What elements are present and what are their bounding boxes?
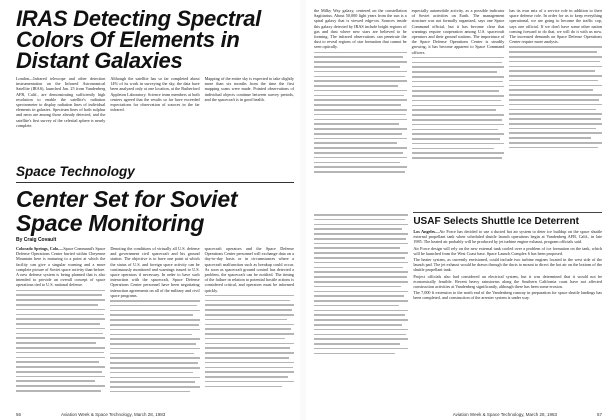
box-para-4: Project officials also had considered an electrical system, but it was determined that it would not be economically feasible. Recent heavy rainstorms along the Southern California coast have not affected construction activities at Vandenberg significantly, although there has been some erosion. <box>413 273 602 290</box>
column-text-lines <box>16 290 105 392</box>
continued-col-1-text: the Milky Way galaxy, centered on the constellation Sagittarius. About 50,000 light years from the sun is a spiral galaxy that is viewed edge-on. Sources inside this galaxy detected by IRAS include bright regions of gas and dust where new stars are believed to be forming. The infrared observations can penetrate the dust to reveal regions of star formation that cannot be seen optically. <box>314 8 407 50</box>
box-para-2: Air Force design will rely on the new external tank cooled over a problem of ice formation on the tank, which will be launched from the West Coast base. Space Launch Complex 6 has been proposed. <box>413 245 602 256</box>
box-title: USAF Selects Shuttle Ice Deterrent <box>413 216 579 227</box>
top-article-col-2: Although the satellite has so far completed about 14% of its work in surveying the sky, the data have been analyzed only at one location, at the Rutherford Appleton Laboratory. Science team members at both centers agreed that the results so far have exceeded expectations for observation of sources in the far infrared. <box>110 76 200 113</box>
sidebar-box <box>413 212 602 402</box>
top-article-col-3: Mapping of the entire sky is expected to take slightly more than six months from the time the first mapping scans were made. Pointed observations of individual objects continue between survey periods, and the spacecraft is in good health. <box>204 76 294 102</box>
right-page <box>306 0 614 420</box>
main-article-col-2-text: Denoting the conditions of virtually all U.S. defense and government civil spacecraft and his ground station. The objective is to have one point at which the status of U.S. and foreign space activity can be continuously monitored and warnings issued to U.S. space operators if necessary. In order to have such interaction with the spacecraft, Space Defense Operations Center personnel have been negotiating interaction agreements on all of the military and civil space programs. <box>110 246 200 298</box>
column-text-lines <box>110 300 199 392</box>
section-kicker: Space Technology <box>16 164 135 179</box>
section-rule <box>16 182 294 183</box>
box-body <box>413 229 602 301</box>
main-article-lead-in: Colorado Springs, Colo.— <box>16 246 64 251</box>
column-text-lines <box>205 295 294 387</box>
right-footer-text: Aviation Week & Space Technology, March 28, 1983 <box>452 412 557 417</box>
right-page-number: 57 <box>596 412 602 417</box>
box-lead-in: Los Angeles— <box>413 229 440 234</box>
left-page <box>0 0 300 420</box>
right-footer <box>453 412 602 417</box>
left-footer <box>16 412 165 417</box>
main-article-col-3 <box>205 246 294 420</box>
top-article-col-1: London—Infrared telescope and other detection instrumentation on the Infrared Astronomical Satellite (IRAS), launched Jan. 25 from Vandenberg AFB, Calif., are demonstrating sufficiently high resolution to enable the satellite's radiation spectrometer to display radiation lines of individual elements in galaxies. Spectrum lines of both sulphur and neon are among those already detected, and the satellite's first survey of the celestial sphere is nearly complete. <box>16 76 106 128</box>
lower-section <box>314 212 602 402</box>
column-text-lines <box>314 52 407 173</box>
column-text-lines <box>314 214 408 354</box>
continued-col-3 <box>509 8 602 208</box>
column-text-lines <box>509 46 602 148</box>
continued-col-3-text: has its own mix of a service role in addition to their space defense role. In order for us to keep everything operational, we are going to become the traffic cop, says one official. If we don't have some other nation coming forward to do that, we will do it with us now. The increased demands on Space Defense Operations Center require more analysts. <box>509 8 602 45</box>
box-top-rule <box>413 212 602 213</box>
box-para-5: The 7,000 ft extension to the north end of the Vandenberg runway in preparation for space shuttle landings has been completed, and construction of the arrester system is under way. <box>413 290 602 301</box>
column-text-lines <box>412 57 505 159</box>
top-article-headline: IRAS Detecting Spectral Colors Of Elements in Distant Galaxies <box>16 6 261 73</box>
continued-col-2 <box>412 8 505 208</box>
top-article-body <box>16 76 294 158</box>
box-para-1: Air Force has decided to use a ducted hot air system to deter ice buildup on the space shuttle external propellant tank when scheduled shuttle launch operations begin at Vandenberg AFB, Calif., in late 1985. The heated air probably will be produced by jet turbine engine exhaust, program officials said. <box>413 229 602 245</box>
lower-col-1 <box>314 212 408 402</box>
main-article-col-3-text: spacecraft operators and the Space Defense Operations Center personnel will exchange data on a day-to-day basis or in circumstances where a spacecraft malfunction such as breakup could occur. As soon as spacecraft ground control has detected a problem, the spacecraft can be notified. The timing of the failure in relation to potential hostile actions is considered critical, and operators must be informed quickly. <box>204 246 294 293</box>
main-article-col-2 <box>110 246 199 420</box>
left-page-number: 56 <box>16 412 22 417</box>
main-article-body <box>16 246 294 420</box>
main-article-col-1-text: Space Command's Space Defense Operations Center buried within Cheyenne Mountain here is maturing to a point at which the facility can give a singular warning and a more complete picture of Soviet space activity than before. A new defense system is being planned that is also intended to provide an overall concept of space operations tied to U.S. national defense. <box>16 246 106 288</box>
main-article-col-1 <box>16 246 105 420</box>
left-footer-text: Aviation Week & Space Technology, March 28, 1983 <box>61 412 166 417</box>
main-article-byline: By Craig Covault <box>16 237 57 243</box>
continued-article-body <box>314 8 602 208</box>
continued-col-1 <box>314 8 407 208</box>
main-article-headline: Center Set for Soviet Space Monitoring <box>16 186 238 236</box>
continued-col-2-text: especially automobile activity, as a possible indicator of Soviet activities on Earth. The management structure was not formally organized, says one Space Command official, but it has become clear that warnings require cooperation among U.S. spacecraft operators and their ground stations. The importance of the Space Defense Operations Center is steadily growing, it has become apparent to Space Command officers. <box>411 8 505 55</box>
box-para-3: The heater system, as currently envisioned, could include two turbine engines located in the west side of the launch pad. The jet exhaust would be drawn through the ducts to mount to direct the hot air on the bottom of the shuttle propellant tank. <box>413 257 602 273</box>
